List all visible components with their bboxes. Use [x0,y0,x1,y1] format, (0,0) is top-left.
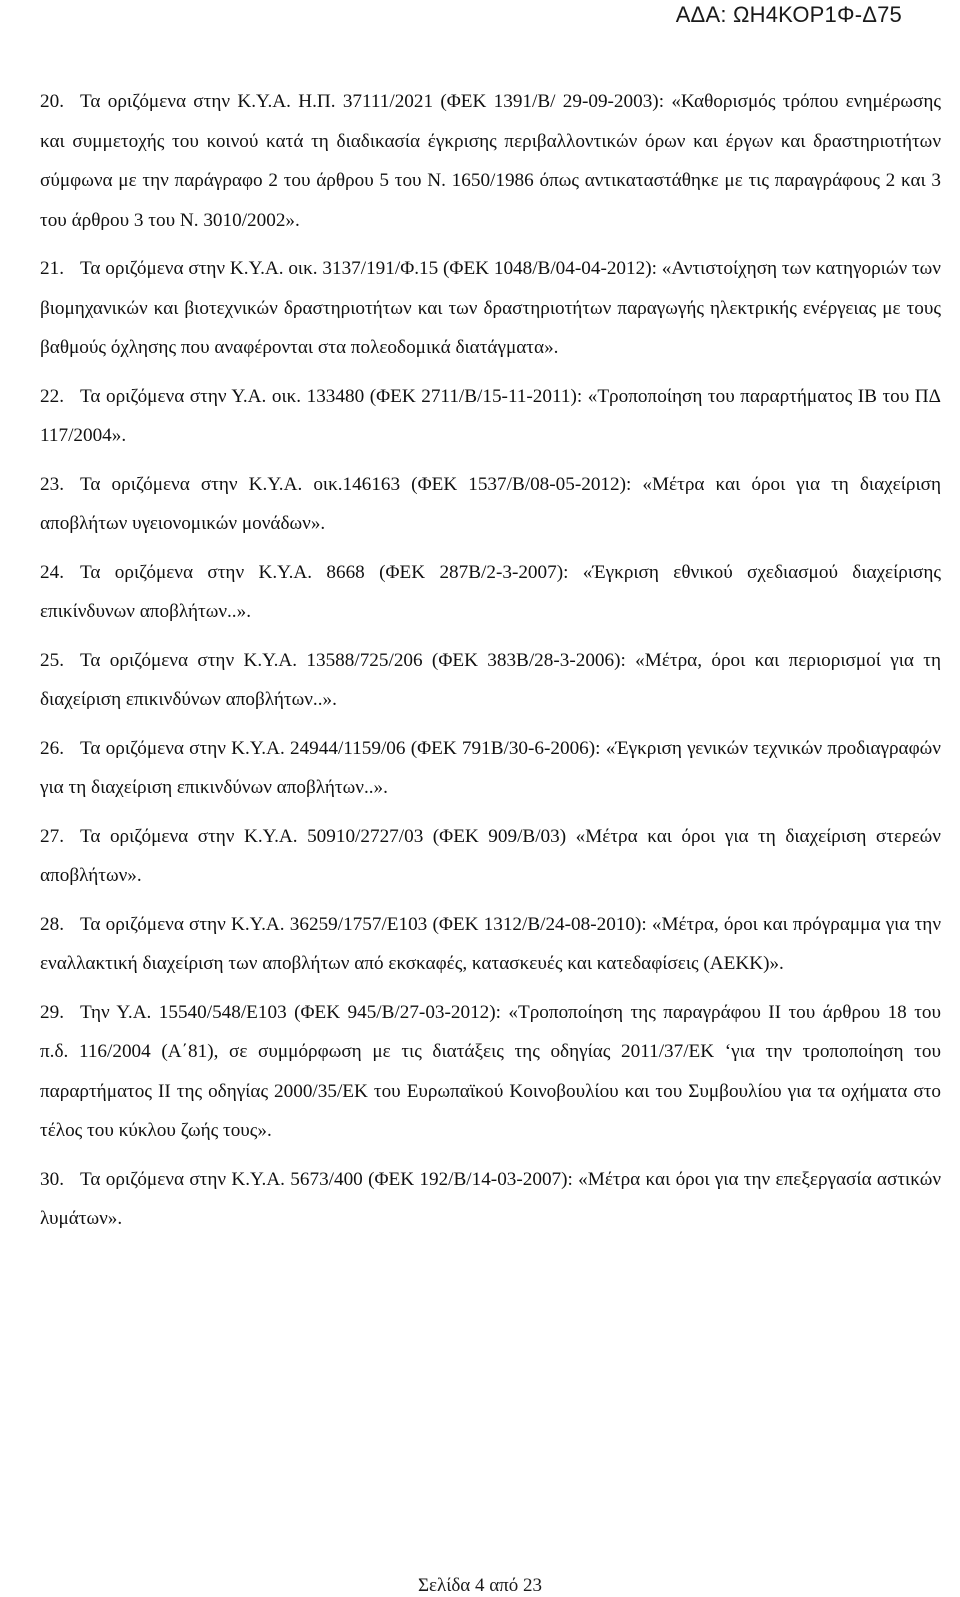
item-text: Τα οριζόμενα στην Κ.Υ.Α. 8668 (ΦΕΚ 287Β/2-3-2007): «Έγκριση εθνικού σχεδιασμού διαχείρισης επικίνδυνων αποβλήτων..». [40,561,941,622]
ada-header: ΑΔΑ: ΩΗ4ΚΟΡ1Φ-Δ75 [675,2,902,27]
item-number: 23. [40,473,64,495]
item-number: 29. [40,1001,64,1023]
item-number: 21. [40,258,64,279]
item-number: 24. [40,561,64,583]
list-item-23 [40,465,941,544]
item-number: 30. [40,1168,64,1190]
list-item-30 [40,1160,941,1239]
item-text: Τα οριζόμενα στην Υ.Α. οικ. 133480 (ΦΕΚ 2711/Β/15-11-2011): «Τροποποίηση του παραρτήματος ΙΒ του ΠΔ 117/2004». [40,385,941,446]
item-text: Τα οριζόμενα στην Κ.Υ.Α. οικ.146163 (ΦΕΚ 1537/Β/08-05-2012): «Μέτρα και όροι για τη διαχείριση αποβλήτων υγειονομικών μονάδων». [40,473,941,534]
item-text: Τα οριζόμενα στην Κ.Υ.Α. οικ. 3137/191/Φ.15 (ΦΕΚ 1048/Β/04-04-2012): «Αντιστοίχηση των κατηγοριών των βιομηχανικών και βιοτεχνικών δραστηριοτήτων και των δραστηριοτήτων παραγωγής ηλεκτρικής ενέργειας με τους βαθμούς όχλησης που αναφέρονται στα πολεοδομικά διατάγματα». [40,258,941,358]
list-item-25 [40,641,941,720]
item-text: Τα οριζόμενα στην Κ.Υ.Α. 36259/1757/Ε103 (ΦΕΚ 1312/Β/24-08-2010): «Μέτρα, όροι και πρόγραμμα για την εναλλακτική διαχείριση των αποβλήτων από εκσκαφές, κατασκευές και κατεδαφίσεις (ΑΕΚΚ)». [40,913,941,974]
list-item-26 [40,729,941,808]
item-text: Τα οριζόμενα στην Κ.Υ.Α. 13588/725/206 (ΦΕΚ 383Β/28-3-2006): «Μέτρα, όροι και περιορισμοί για τη διαχείριση επικινδύνων αποβλήτων..». [40,649,941,710]
item-text: Την Υ.Α. 15540/548/Ε103 (ΦΕΚ 945/Β/27-03-2012): «Τροποποίηση της παραγράφου ΙΙ του άρθρου 18 του π.δ. 116/2004 (Α΄81), σε συμμόρφωση με τις διατάξεις της οδηγίας 2011/37/ΕΚ ‘για την τροποποίηση του παραρτήματος ΙΙ της οδηγίας 2000/35/ΕΚ του Ευρωπαϊκού Κοινοβουλίου και του Συμβουλίου για τα οχήματα στο τέλος του κύκλου ζωής τους». [40,1001,941,1141]
item-number: 26. [40,737,64,759]
page-number-footer: Σελίδα 4 από 23 [417,1575,543,1596]
item-text: Τα οριζόμενα στην Κ.Υ.Α. 50910/2727/03 (ΦΕΚ 909/Β/03) «Μέτρα και όροι για τη διαχείριση στερεών αποβλήτων». [40,825,941,886]
item-number: 27. [40,825,64,847]
list-item-21 [40,249,941,368]
list-item-27 [40,817,941,896]
item-number: 28. [40,913,64,935]
list-item-24 [40,553,941,632]
item-text: Τα οριζόμενα στην Κ.Υ.Α. 5673/400 (ΦΕΚ 192/Β/14-03-2007): «Μέτρα και όροι για την επεξεργασία αστικών λυμάτων». [40,1168,941,1229]
item-number: 20. [40,91,64,112]
document-body [40,82,941,1248]
item-text: Τα οριζόμενα στην Κ.Υ.Α. 24944/1159/06 (ΦΕΚ 791Β/30-6-2006): «Έγκριση γενικών τεχνικών προδιαγραφών για τη διαχείριση επικινδύνων αποβλήτων..». [40,737,941,798]
list-item-22 [40,377,941,456]
list-item-28 [40,905,941,984]
item-number: 22. [40,385,64,407]
list-item-20 [40,82,941,240]
list-item-29 [40,993,941,1151]
item-text: Τα οριζόμενα στην Κ.Υ.Α. Η.Π. 37111/2021 (ΦΕΚ 1391/Β/ 29-09-2003): «Καθορισμός τρόπου ενημέρωσης και συμμετοχής του κοινού κατά τη διαδικασία έγκρισης περιβαλλοντικών όρων και έργων και δραστηριοτήτων σύμφωνα με την παράγραφο 2 του άρθρου 5 του Ν. 1650/1986 όπως αντικαταστάθηκε με τις παραγράφους 2 και 3 του άρθρου 3 του Ν. 3010/2002». [40,91,941,231]
item-number: 25. [40,649,64,671]
